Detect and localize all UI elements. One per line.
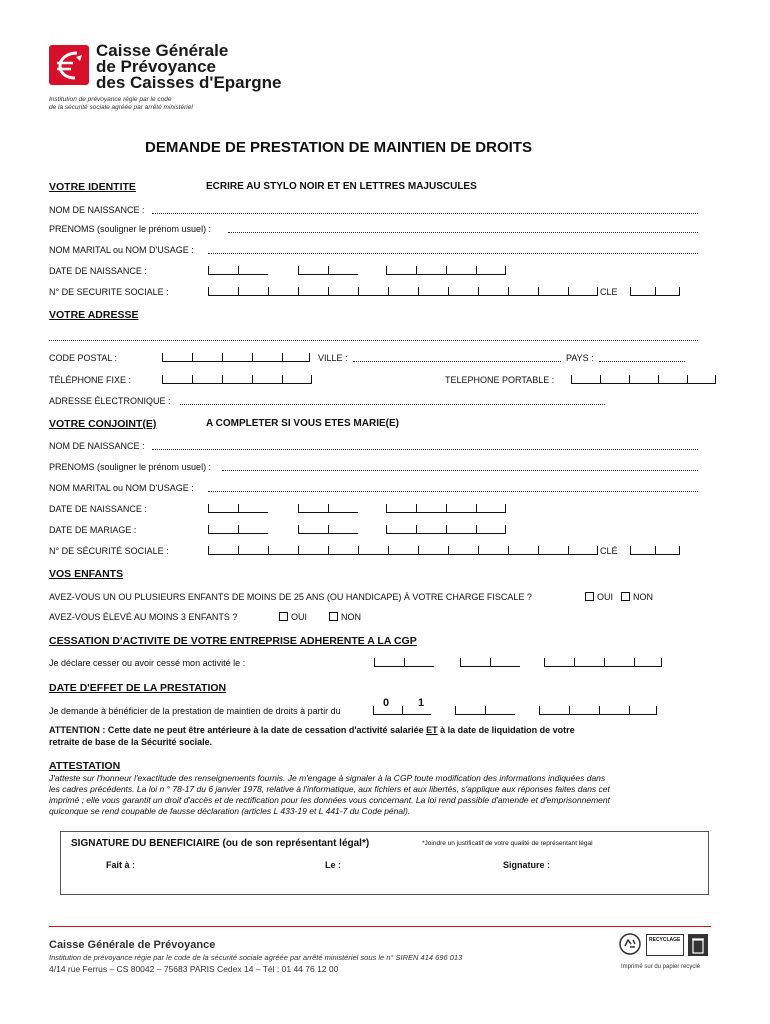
label-signature: Signature : [503, 860, 551, 870]
section-effet-heading: DATE D'EFFET DE LA PRESTATION [49, 682, 227, 694]
label-cle: CLE [600, 287, 618, 297]
label-tel-portable: TELEPHONE PORTABLE : [445, 375, 555, 385]
section-adresse-heading: VOTRE ADRESSE [49, 309, 139, 321]
checkbox-icon [621, 592, 630, 601]
label-ville: VILLE : [318, 353, 348, 363]
label-conjoint-prenoms: PRENOMS (souligner le prénom usuel) : [49, 462, 212, 472]
footer-line2: 4/14 rue Ferrus – CS 80042 – 75683 PARIS Cedex 14 – Tél : 01 44 76 12 00 [49, 964, 339, 974]
org-sub-line2: de la sécurité sociale agréée par arrêté ministériel [49, 104, 193, 111]
section-cessation-heading: CESSATION D'ACTIVITE DE VOTRE ENTREPRISE ADHERENTE A LA CGP [49, 635, 417, 647]
label-conjoint-date-mariage: DATE DE MARIAGE : [49, 525, 137, 535]
field-conjoint-date-naissance[interactable] [208, 504, 506, 513]
label-code-postal: CODE POSTAL : [49, 353, 118, 363]
field-conjoint-nom-marital[interactable] [208, 491, 698, 492]
field-cessation-date[interactable] [374, 658, 662, 667]
section-attestation-heading: ATTESTATION [49, 760, 121, 772]
label-email: ADRESSE ÉLECTRONIQUE : [49, 396, 171, 406]
label-enfants-q1: AVEZ-VOUS UN OU PLUSIEURS ENFANTS DE MOINS DE 25 ANS (OU HANDICAPE) À VOTRE CHARGE FISCALE ? [49, 592, 532, 602]
footer-divider [49, 926, 711, 927]
org-name-line2: de Prévoyance [96, 57, 217, 76]
recycling-icon [618, 932, 642, 956]
cgp-logo [49, 45, 89, 85]
euro-squirrel-icon [49, 45, 89, 85]
footer-line1: Institution de prévoyance régie par le code de la sécurité sociale agréée par arrêté ministériel sous le n° SIREN 414 696 013 [49, 953, 463, 962]
field-adresse[interactable] [49, 340, 698, 341]
attention-text-b: à la date de liquidation de votre [440, 725, 575, 735]
field-tel-portable[interactable] [571, 375, 716, 384]
label-pays: PAYS : [566, 353, 594, 363]
label-le: Le : [325, 860, 342, 870]
label-tel-fixe: TÉLÉPHONE FIXE : [49, 375, 132, 385]
label-enfants-q2: AVEZ-VOUS ÉLEVÉ AU MOINS 3 ENFANTS ? [49, 612, 238, 622]
checkbox-icon [585, 592, 594, 601]
effet-day-digit-2: 1 [418, 697, 425, 709]
checkbox-label: NON [633, 592, 653, 602]
label-nom-naissance: NOM DE NAISSANCE : [49, 205, 145, 215]
field-effet-date[interactable] [373, 706, 657, 715]
field-email[interactable] [180, 404, 605, 405]
label-fait-a: Fait à : [106, 860, 136, 870]
recyclage-badge [646, 934, 684, 956]
field-code-postal[interactable] [162, 353, 310, 362]
signature-note: *Joindre un justificatif de votre qualité de représentant légal [422, 840, 593, 847]
signature-heading: SIGNATURE DU BENEFICIAIRE (ou de son représentant légal*) [71, 838, 370, 849]
attention-line2: retraite de base de la Sécurité sociale. [49, 737, 213, 747]
attestation-line2: les cadres précédents. La loi n ° 78-17 du 6 janvier 1978, relative à l'informatique, aux fichiers et aux libertés, s'applique aux réponses faites dans cet [49, 784, 610, 794]
checkbox-q2-non[interactable] [329, 612, 361, 622]
field-tel-fixe[interactable] [162, 375, 312, 384]
label-conjoint-nom-naissance: NOM DE NAISSANCE : [49, 441, 145, 451]
checkbox-label: OUI [291, 612, 308, 622]
checkbox-q1-oui[interactable] [585, 592, 613, 602]
field-conjoint-cle[interactable] [630, 546, 680, 555]
attestation-line4: quiconque se rend coupable de fausse déclaration (articles L 433-19 et L 441-7 du Code pénal). [49, 806, 411, 816]
checkbox-label: OUI [597, 592, 614, 602]
identite-instruction: ECRIRE AU STYLO NOIR ET EN LETTRES MAJUSCULES [206, 181, 477, 192]
field-secu[interactable] [208, 287, 598, 296]
label-prenoms: PRENOMS (souligner le prénom usuel) : [49, 224, 212, 234]
label-cessation: Je déclare cesser ou avoir cessé mon activité le : [49, 658, 246, 668]
field-prenoms[interactable] [228, 232, 698, 233]
org-name-line1: Caisse Générale [96, 41, 229, 60]
footer-recycle-text: Imprimé sur du papier recyclé [621, 964, 701, 970]
checkbox-icon [279, 612, 288, 621]
checkbox-icon [329, 612, 338, 621]
label-secu: N° DE SECURITE SOCIALE : [49, 287, 169, 297]
label-date-naissance: DATE DE NAISSANCE : [49, 266, 147, 276]
org-name-line3: des Caisses d'Epargne [96, 73, 282, 92]
attention-text: ATTENTION : Cette date ne peut être antérieure à la date de cessation d'activité salariée [49, 725, 424, 735]
recyclage-badge-label: RECYCLAGE [649, 937, 681, 943]
field-date-naissance[interactable] [208, 266, 506, 275]
attention-et: ET [426, 725, 438, 735]
checkbox-q1-non[interactable] [621, 592, 653, 602]
field-cle[interactable] [630, 287, 680, 296]
bin-icon [688, 934, 708, 956]
field-conjoint-secu[interactable] [208, 546, 598, 555]
section-conjoint-heading: VOTRE CONJOINT(E) [49, 418, 157, 430]
label-nom-marital: NOM MARITAL ou NOM D'USAGE : [49, 245, 194, 255]
section-identite-heading: VOTRE IDENTITE [49, 181, 136, 193]
attention-line1 [49, 725, 575, 735]
conjoint-instruction: A COMPLETER SI VOUS ETES MARIE(E) [206, 418, 399, 429]
label-conjoint-date-naissance: DATE DE NAISSANCE : [49, 504, 147, 514]
label-conjoint-secu: N° DE SÉCURITÉ SOCIALE : [49, 546, 169, 556]
field-nom-marital[interactable] [208, 253, 698, 254]
attestation-line3: imprimé ; elle vous garantit un droit d'accès et de rectification pour les données vous concernant. La loi rend passible d'amende et d'emprisonnement [49, 795, 610, 805]
checkbox-label: NON [341, 612, 361, 622]
field-conjoint-nom-naissance[interactable] [152, 449, 698, 450]
field-pays[interactable] [599, 361, 685, 362]
checkbox-q2-oui[interactable] [279, 612, 307, 622]
attestation-line1: J'atteste sur l'honneur l'exactitude des renseignements fournis. Je m'engage à signaler à la CGP toute modification des informations indiquées dans [49, 773, 606, 783]
field-nom-naissance[interactable] [152, 213, 698, 214]
field-ville[interactable] [353, 361, 561, 362]
label-conjoint-cle: CLÉ [600, 546, 618, 556]
page-title: DEMANDE DE PRESTATION DE MAINTIEN DE DROITS [145, 139, 532, 156]
org-sub-line1: Institution de prévoyance régie par le code [49, 96, 172, 103]
field-conjoint-date-mariage[interactable] [208, 525, 506, 534]
label-conjoint-nom-marital: NOM MARITAL ou NOM D'USAGE : [49, 483, 194, 493]
section-enfants-heading: VOS ENFANTS [49, 568, 124, 580]
label-effet: Je demande à bénéficier de la prestation de maintien de droits à partir du [49, 706, 341, 716]
field-conjoint-prenoms[interactable] [222, 470, 698, 471]
effet-day-digit-1: 0 [383, 697, 390, 709]
footer-org: Caisse Générale de Prévoyance [49, 939, 216, 951]
